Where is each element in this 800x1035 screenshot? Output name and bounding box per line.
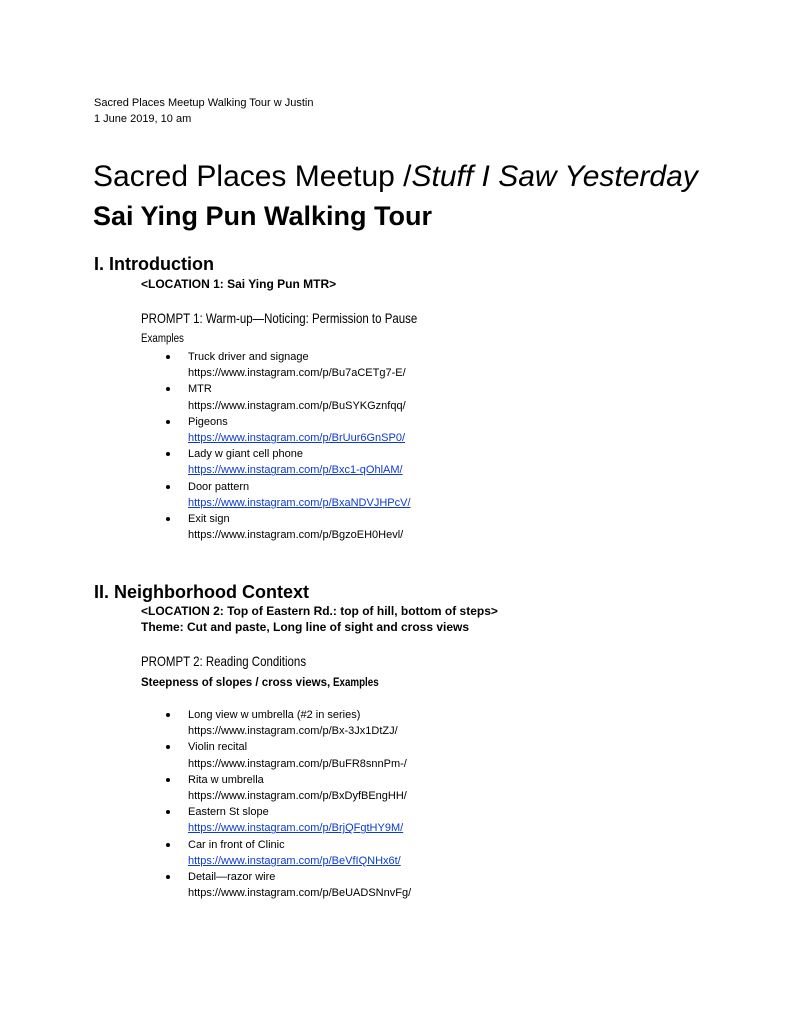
header-line-title: Sacred Places Meetup Walking Tour w Justin <box>94 97 314 109</box>
list-item <box>188 837 411 869</box>
list-item <box>188 511 411 543</box>
item-url: https://www.instagram.com/p/BuFR8snnPm-/ <box>188 757 407 770</box>
main-title <box>93 158 698 196</box>
item-url: https://www.instagram.com/p/BxDyfBEngHH/ <box>188 790 407 803</box>
item-label: Pigeons <box>188 415 228 428</box>
item-label: Lady w giant cell phone <box>188 448 303 461</box>
prompt-1: PROMPT 1: Warm-up—Noticing: Permission to Pause <box>141 310 418 326</box>
list-item <box>188 707 411 739</box>
theme-2: Theme: Cut and paste, Long line of sight and cross views <box>141 620 470 634</box>
item-link[interactable]: https://www.instagram.com/p/BrjQFgtHY9M/ <box>188 822 404 835</box>
example-list-2 <box>188 707 411 901</box>
location-1: <LOCATION 1: Sai Ying Pun MTR> <box>141 277 337 291</box>
item-url: https://www.instagram.com/p/BeUADSNnvFg/ <box>188 887 412 900</box>
item-link[interactable]: https://www.instagram.com/p/BeVfIQNHx6t/ <box>188 854 401 867</box>
main-subtitle: Sai Ying Pun Walking Tour <box>93 201 433 231</box>
examples-label-2-bold: Steepness of slopes / cross views, <box>141 677 331 689</box>
item-label: Truck driver and signage <box>188 351 309 363</box>
main-title-plain: Sacred Places Meetup / <box>93 160 412 193</box>
item-label: Exit sign <box>188 513 230 526</box>
item-label: Door pattern <box>188 480 250 493</box>
list-item <box>188 869 411 901</box>
list-item <box>188 381 411 413</box>
item-url: https://www.instagram.com/p/BuSYKGznfqq/ <box>188 399 406 412</box>
main-title-italic: Stuff I Saw Yesterday <box>411 160 698 193</box>
header-line-date: 1 June 2019, 10 am <box>94 113 192 125</box>
item-label: MTR <box>188 383 212 396</box>
item-url: https://www.instagram.com/p/Bx-3Jx1DtZJ/ <box>188 725 398 738</box>
item-label: Long view w umbrella (#2 in series) <box>188 709 361 721</box>
item-link[interactable]: https://www.instagram.com/p/BxaNDVJHPcV/ <box>188 496 411 509</box>
item-label: Detail—razor wire <box>188 871 276 884</box>
document-header <box>94 95 314 127</box>
list-item <box>188 446 411 478</box>
list-item <box>188 479 411 511</box>
section-heading-neighborhood-context: II. Neighborhood Context <box>94 582 309 602</box>
examples-label-2-rest: Examples <box>333 677 380 689</box>
item-link[interactable]: https://www.instagram.com/p/Bxc1-qOhlAM/ <box>188 464 403 477</box>
item-label: Rita w umbrella <box>188 773 264 786</box>
location-2: <LOCATION 2: Top of Eastern Rd.: top of hill, bottom of steps> <box>141 604 498 618</box>
item-url: https://www.instagram.com/p/BgzoEH0Hevl/ <box>188 529 404 542</box>
examples-label-2 <box>141 675 387 691</box>
list-item <box>188 739 411 771</box>
list-item <box>188 772 411 804</box>
list-item <box>188 804 411 836</box>
item-label: Car in front of Clinic <box>188 838 285 851</box>
item-url: https://www.instagram.com/p/Bu7aCETg7-E/ <box>188 367 406 380</box>
item-label: Eastern St slope <box>188 806 269 819</box>
section-heading-introduction: I. Introduction <box>94 254 214 274</box>
example-list-1 <box>188 349 411 543</box>
item-label: Violin recital <box>188 741 248 754</box>
examples-label-1: Examples <box>141 333 184 345</box>
item-link[interactable]: https://www.instagram.com/p/BrUur6GnSP0/ <box>188 432 406 445</box>
list-item <box>188 414 411 446</box>
list-item <box>188 349 411 381</box>
prompt-2: PROMPT 2: Reading Conditions <box>141 653 307 669</box>
